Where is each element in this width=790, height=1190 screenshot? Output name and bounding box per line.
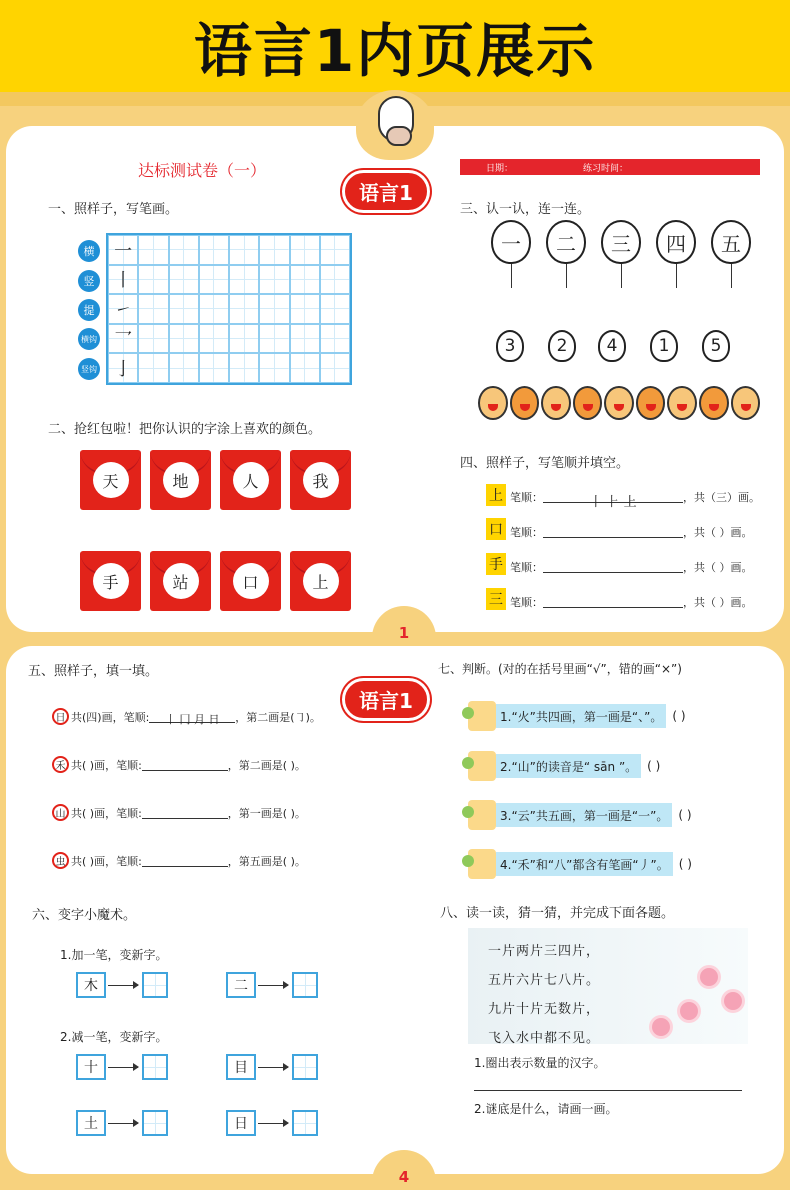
source-char-box: 日 bbox=[226, 1110, 256, 1136]
balloon[interactable]: 五 bbox=[711, 220, 751, 264]
judge-text: 3.“云”共五画，第一画是“一”。 bbox=[496, 803, 672, 827]
question-6: 六、变字小魔术。 bbox=[32, 908, 137, 923]
grid-cell[interactable] bbox=[138, 324, 168, 354]
grid-cell[interactable] bbox=[320, 235, 350, 265]
grid-cell[interactable] bbox=[138, 294, 168, 324]
source-char-box: 十 bbox=[76, 1054, 106, 1080]
child-icon bbox=[667, 386, 697, 420]
char-box: 上 bbox=[486, 484, 506, 506]
arrow-right-icon bbox=[258, 1067, 288, 1068]
grid-cell[interactable] bbox=[199, 235, 229, 265]
judge-item bbox=[468, 750, 768, 782]
grid-cell[interactable] bbox=[290, 324, 320, 354]
source-char-box: 土 bbox=[76, 1110, 106, 1136]
grid-cell[interactable] bbox=[229, 265, 259, 295]
sample-stroke: 亅 bbox=[108, 353, 138, 383]
child-icon bbox=[699, 386, 729, 420]
grid-cell[interactable] bbox=[169, 324, 199, 354]
row-text: ，第二画是(㇆)。 bbox=[235, 710, 321, 724]
red-envelope[interactable] bbox=[220, 551, 281, 611]
sample-stroke: 丨 bbox=[108, 265, 138, 295]
question-8-2: 2.谜底是什么，请画一画。 bbox=[474, 1102, 618, 1116]
answer-box[interactable] bbox=[292, 1054, 318, 1080]
grid-cell[interactable] bbox=[290, 265, 320, 295]
writing-grid[interactable] bbox=[106, 233, 352, 385]
judge-item bbox=[468, 848, 768, 880]
stroke-row bbox=[510, 489, 760, 510]
children-illustration bbox=[478, 376, 760, 430]
red-envelope[interactable] bbox=[80, 551, 141, 611]
child-icon bbox=[731, 386, 761, 420]
row-label: 笔顺： bbox=[510, 561, 543, 574]
grid-cell[interactable] bbox=[138, 353, 168, 383]
grid-cell[interactable] bbox=[290, 294, 320, 324]
poem-line: 一片两片三四片， bbox=[488, 944, 601, 959]
blossom-icon bbox=[652, 1018, 670, 1036]
answer-line[interactable] bbox=[142, 759, 228, 771]
question-6-2: 2.减一笔，变新字。 bbox=[60, 1030, 168, 1044]
arrow-right-icon bbox=[108, 1067, 138, 1068]
number-balloon[interactable]: 2 bbox=[548, 330, 576, 362]
balloon[interactable]: 一 bbox=[491, 220, 531, 264]
row-text: 共( )画，笔顺: bbox=[71, 854, 142, 868]
row-suffix: ，共（ ）画。 bbox=[683, 526, 753, 539]
arrow-right-icon bbox=[108, 1123, 138, 1124]
grid-cell[interactable] bbox=[229, 235, 259, 265]
row-label: 笔顺： bbox=[510, 596, 543, 609]
subject-badge: 语言1 bbox=[342, 170, 430, 213]
child-icon bbox=[510, 386, 540, 420]
char-box: 口 bbox=[486, 518, 506, 540]
grid-cell[interactable] bbox=[229, 353, 259, 383]
arrow-right-icon bbox=[258, 985, 288, 986]
number-balloon[interactable]: 3 bbox=[496, 330, 524, 362]
stroke-name: 横 bbox=[78, 240, 100, 262]
stroke-name: 竖钩 bbox=[78, 358, 100, 380]
row-text: 共(四)画，笔顺: bbox=[71, 710, 150, 724]
stroke-name: 提 bbox=[78, 299, 100, 321]
grid-cell[interactable] bbox=[199, 353, 229, 383]
stroke-name: 横钩 bbox=[78, 328, 100, 350]
child-icon bbox=[636, 386, 666, 420]
circled-char: 山 bbox=[52, 804, 69, 821]
arrow-right-icon bbox=[108, 985, 138, 986]
blossom-icon bbox=[680, 1002, 698, 1020]
char-box: 手 bbox=[486, 553, 506, 575]
date-bar bbox=[460, 159, 760, 175]
time-label: 练习时间： bbox=[583, 163, 629, 174]
question-7: 七、判断。(对的在括号里画“√”，错的画“×”) bbox=[438, 662, 682, 676]
answer-line[interactable] bbox=[543, 596, 683, 608]
answer-box[interactable] bbox=[142, 972, 168, 998]
answer-paren[interactable]: ( ) bbox=[678, 857, 692, 871]
char-box: 三 bbox=[486, 588, 506, 610]
envelope-char: 上 bbox=[303, 563, 339, 599]
child-icon bbox=[573, 386, 603, 420]
question-8: 八、读一读，猜一猜，并完成下面各题。 bbox=[440, 906, 675, 921]
subject-badge: 语言1 bbox=[342, 678, 430, 721]
page-number: 4 bbox=[398, 1168, 410, 1186]
question-2: 二、抢红包啦！把你认识的字涂上喜欢的颜色。 bbox=[48, 422, 322, 437]
red-envelope[interactable] bbox=[220, 450, 281, 510]
flag-icon bbox=[468, 849, 496, 879]
banner bbox=[0, 0, 790, 92]
date-label: 日期： bbox=[486, 163, 514, 174]
row-text: ，第二画是( )。 bbox=[227, 758, 306, 772]
sample-stroke: 乛 bbox=[108, 324, 138, 354]
fill-row bbox=[52, 708, 321, 725]
grid-cell[interactable] bbox=[290, 235, 320, 265]
answer-box[interactable] bbox=[292, 1110, 318, 1136]
row-text: ，第一画是( )。 bbox=[227, 806, 306, 820]
source-char-box: 二 bbox=[226, 972, 256, 998]
page-number: 1 bbox=[398, 624, 410, 642]
grid-cell[interactable] bbox=[320, 265, 350, 295]
answer-line[interactable] bbox=[543, 561, 683, 573]
grid-cell[interactable] bbox=[320, 324, 350, 354]
zebra-mascot-icon bbox=[378, 96, 414, 142]
row-text: 共( )画，笔顺: bbox=[71, 758, 142, 772]
answer-box[interactable] bbox=[292, 972, 318, 998]
row-suffix: ，共（三）画。 bbox=[683, 491, 760, 504]
envelope-char: 地 bbox=[163, 462, 199, 498]
judge-text: 4.“禾”和“八”都含有笔画“丿”。 bbox=[496, 852, 673, 876]
grid-cell[interactable] bbox=[199, 265, 229, 295]
stroke-row bbox=[510, 559, 753, 575]
stroke-name: 竖 bbox=[78, 270, 100, 292]
circled-char: 虫 bbox=[52, 852, 69, 869]
envelope-char: 手 bbox=[93, 563, 129, 599]
flag-icon bbox=[468, 701, 496, 731]
red-envelope[interactable] bbox=[80, 450, 141, 510]
child-icon bbox=[604, 386, 634, 420]
answer-box[interactable] bbox=[142, 1054, 168, 1080]
red-envelope[interactable] bbox=[290, 551, 351, 611]
answer-paren[interactable]: ( ) bbox=[672, 709, 686, 723]
row-label: 笔顺： bbox=[510, 526, 543, 539]
envelope-char: 天 bbox=[93, 462, 129, 498]
question-8-1: 1.圈出表示数量的汉字。 bbox=[474, 1056, 606, 1070]
flag-icon bbox=[468, 751, 496, 781]
grid-cell[interactable] bbox=[320, 353, 350, 383]
answer-box[interactable] bbox=[142, 1110, 168, 1136]
answer-line[interactable] bbox=[142, 807, 228, 819]
circled-char: 日 bbox=[52, 708, 69, 725]
fill-row bbox=[52, 804, 306, 821]
child-icon bbox=[541, 386, 571, 420]
judge-text: 1.“火”共四画，第一画是“、”。 bbox=[496, 704, 666, 728]
grid-cell[interactable] bbox=[169, 353, 199, 383]
test-title: 达标测试卷（一） bbox=[138, 161, 267, 180]
red-envelope[interactable] bbox=[290, 450, 351, 510]
blossom-icon bbox=[724, 992, 742, 1010]
arrow-right-icon bbox=[258, 1123, 288, 1124]
grid-cell[interactable] bbox=[229, 294, 259, 324]
grid-cell[interactable] bbox=[290, 353, 320, 383]
poem-line: 五片六片七八片。 bbox=[488, 973, 601, 988]
red-envelope[interactable] bbox=[150, 450, 211, 510]
row-suffix: ，共（ ）画。 bbox=[683, 596, 753, 609]
grid-cell[interactable] bbox=[169, 294, 199, 324]
flag-icon bbox=[468, 800, 496, 830]
question-3: 三、认一认，连一连。 bbox=[460, 202, 591, 217]
answer-line[interactable]: 丨 冂 月 日 bbox=[149, 711, 235, 723]
grid-cell[interactable] bbox=[138, 235, 168, 265]
envelope-char: 人 bbox=[233, 462, 269, 498]
stroke-row bbox=[510, 524, 753, 540]
question-1: 一、照样子，写笔画。 bbox=[48, 202, 179, 217]
grid-cell[interactable] bbox=[259, 294, 289, 324]
balloon[interactable]: 二 bbox=[546, 220, 586, 264]
grid-cell[interactable] bbox=[259, 265, 289, 295]
grid-cell[interactable] bbox=[259, 235, 289, 265]
grid-cell[interactable] bbox=[199, 324, 229, 354]
stroke-row bbox=[510, 594, 753, 610]
answer-paren[interactable]: ( ) bbox=[678, 808, 692, 822]
row-suffix: ，共（ ）画。 bbox=[683, 561, 753, 574]
grid-cell[interactable] bbox=[259, 324, 289, 354]
grid-cell[interactable] bbox=[229, 324, 259, 354]
judge-text: 2.“山”的读音是“ sān ”。 bbox=[496, 754, 641, 778]
grid-cell[interactable] bbox=[138, 265, 168, 295]
poem-line: 九片十片无数片， bbox=[488, 1002, 601, 1017]
envelope-char: 站 bbox=[163, 563, 199, 599]
number-balloon[interactable]: 5 bbox=[702, 330, 730, 362]
answer-line[interactable] bbox=[474, 1090, 742, 1091]
row-label: 笔顺： bbox=[510, 491, 543, 504]
judge-item bbox=[468, 700, 768, 732]
answer-line[interactable] bbox=[543, 526, 683, 538]
red-envelope[interactable] bbox=[150, 551, 211, 611]
number-balloon[interactable]: 1 bbox=[650, 330, 678, 362]
balloon[interactable]: 四 bbox=[656, 220, 696, 264]
answer-paren[interactable]: ( ) bbox=[647, 759, 661, 773]
question-5: 五、照样子，填一填。 bbox=[28, 664, 159, 679]
circled-char: 禾 bbox=[52, 756, 69, 773]
poem-line: 飞入水中都不见。 bbox=[488, 1031, 601, 1046]
number-balloon[interactable]: 4 bbox=[598, 330, 626, 362]
banner-title: 语言1内页展示 bbox=[193, 17, 597, 85]
fill-row bbox=[52, 852, 306, 869]
grid-cell[interactable] bbox=[259, 353, 289, 383]
source-char-box: 木 bbox=[76, 972, 106, 998]
fill-row bbox=[52, 756, 306, 773]
grid-cell[interactable] bbox=[320, 294, 350, 324]
grid-cell[interactable] bbox=[199, 294, 229, 324]
answer-line[interactable]: 丨 ⺊ 上 bbox=[543, 491, 683, 503]
row-text: 共( )画，笔顺: bbox=[71, 806, 142, 820]
sample-stroke: 一 bbox=[108, 235, 138, 265]
question-4: 四、照样子，写笔顺并填空。 bbox=[460, 456, 630, 471]
child-icon bbox=[478, 386, 508, 420]
envelope-char: 我 bbox=[303, 462, 339, 498]
blossom-icon bbox=[700, 968, 718, 986]
row-text: ，第五画是( )。 bbox=[227, 854, 306, 868]
grid-cell[interactable] bbox=[169, 235, 199, 265]
answer-line[interactable] bbox=[142, 855, 228, 867]
judge-item bbox=[468, 799, 768, 831]
grid-cell[interactable] bbox=[169, 265, 199, 295]
balloon[interactable]: 三 bbox=[601, 220, 641, 264]
question-6-1: 1.加一笔，变新字。 bbox=[60, 948, 168, 962]
envelope-char: 口 bbox=[233, 563, 269, 599]
source-char-box: 目 bbox=[226, 1054, 256, 1080]
sample-stroke: ㇀ bbox=[108, 294, 138, 324]
